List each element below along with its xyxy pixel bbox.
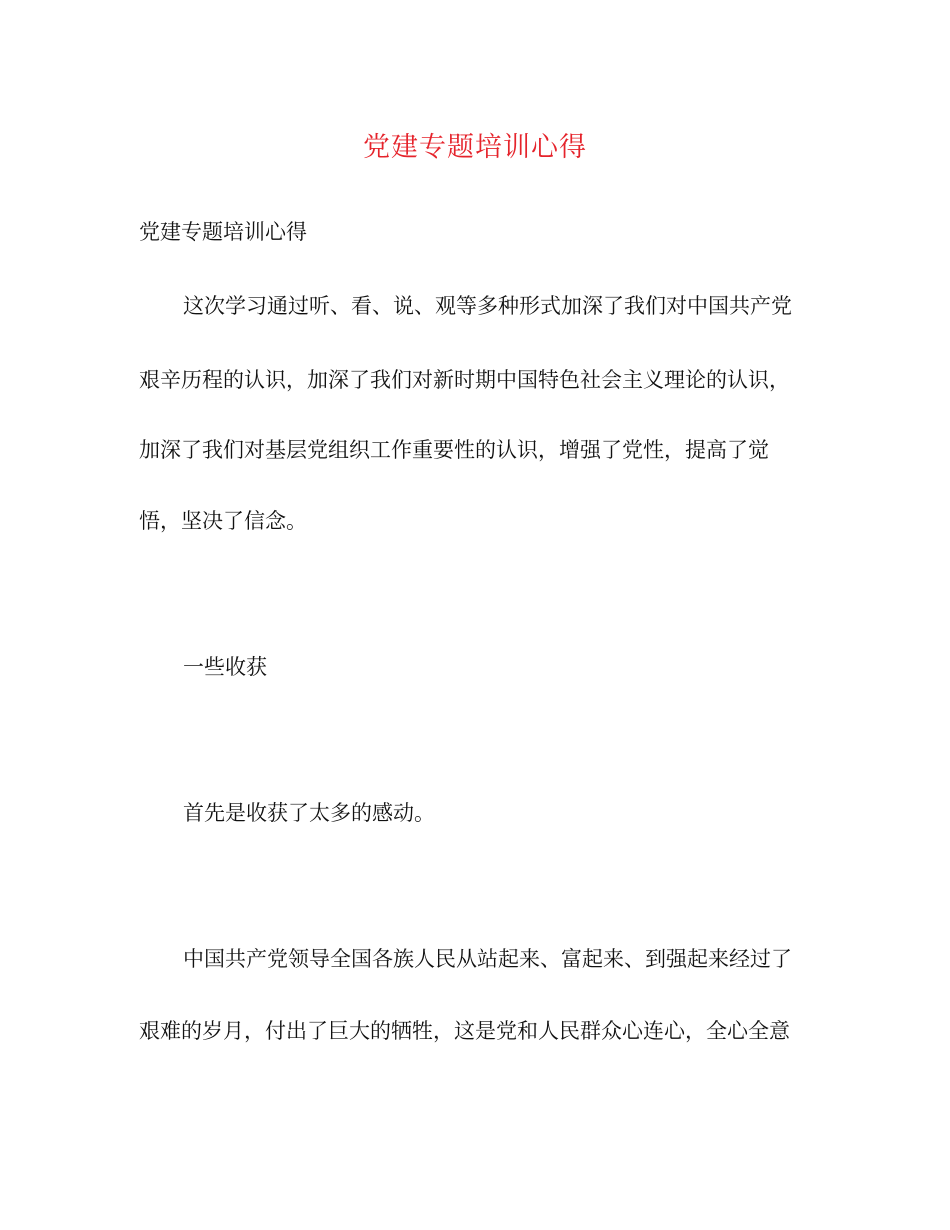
paragraph-1-line-2: 艰辛历程的认识，加深了我们对新时期中国特色社会主义理论的认识，	[139, 368, 790, 392]
document-subtitle: 党建专题培训心得	[139, 220, 307, 244]
paragraph-2-line-1: 首先是收获了太多的感动。	[183, 801, 435, 825]
paragraph-1-line-1: 这次学习通过听、看、说、观等多种形式加深了我们对中国共产党	[183, 294, 792, 318]
section-heading: 一些收获	[183, 655, 267, 679]
document-title: 党建专题培训心得	[363, 132, 587, 163]
paragraph-3-line-2: 艰难的岁月，付出了巨大的牺牲，这是党和人民群众心连心，全心全意	[139, 1019, 790, 1043]
paragraph-1-line-3: 加深了我们对基层党组织工作重要性的认识，增强了党性，提高了觉	[139, 438, 769, 462]
paragraph-3-line-1: 中国共产党领导全国各族人民从站起来、富起来、到强起来经过了	[183, 947, 792, 971]
paragraph-1-line-4: 悟，坚决了信念。	[139, 509, 307, 533]
